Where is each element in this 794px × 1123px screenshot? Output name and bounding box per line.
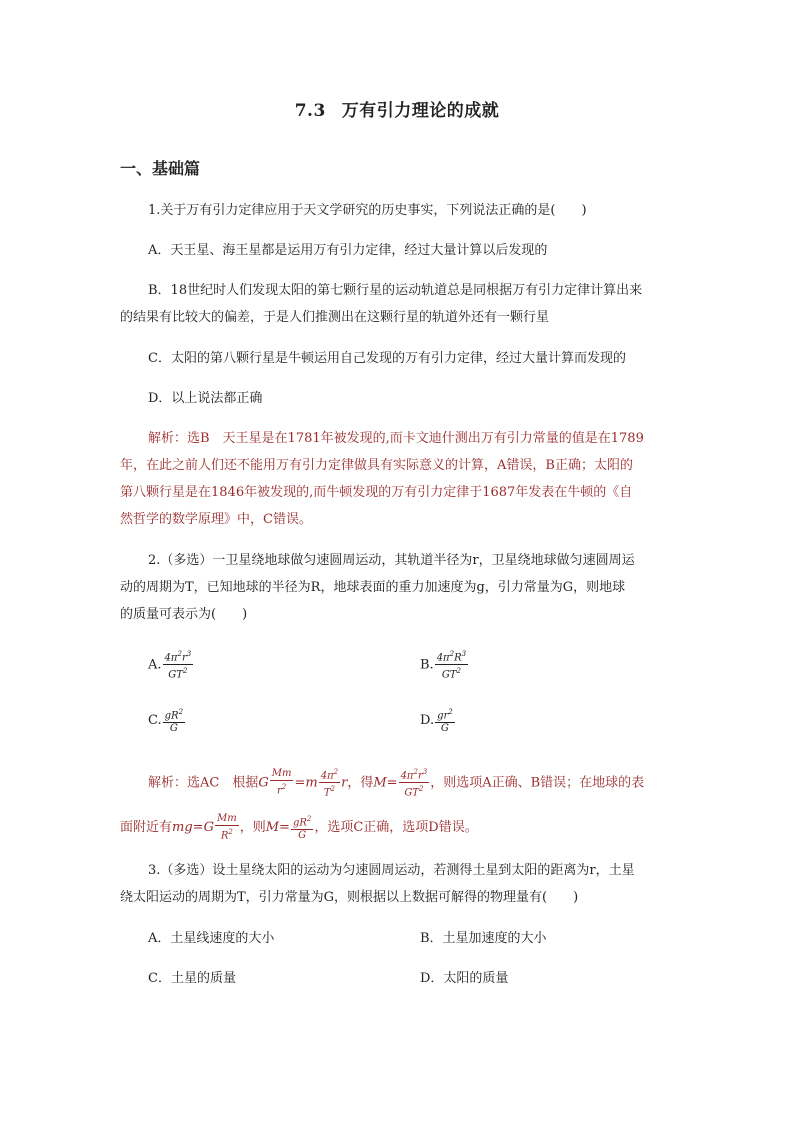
- q3-stem-line2: 绕太阳运动的周期为T，引力常量为G，则根据以上数据可解得的物理量有( ): [120, 890, 579, 905]
- title-text: 万有引力理论的成就: [341, 101, 500, 121]
- q2-answer-text-1: 解析：选AC 根据: [148, 775, 259, 791]
- q3-option-d: D．太阳的质量: [420, 971, 509, 986]
- q2-option-b-formula: $\frac{4\pi^2R^3}{GT^2}$: [436, 650, 467, 681]
- q2-option-b-label: B.: [420, 657, 434, 673]
- q2-option-c: [148, 706, 186, 735]
- q1-answer-line2: 年，在此之前人们还不能用万有引力定律做具有实际意义的计算，A错误，B正确；太阳的: [120, 458, 633, 473]
- q2-option-a: [148, 648, 194, 682]
- q2-stem-line3: 的质量可表示为( ): [120, 607, 248, 622]
- q1-option-c: C．太阳的第八颗行星是牛顿运用自己发现的万有引力定律，经过大量计算而发现的: [148, 351, 626, 366]
- q2-stem-line2: 动的周期为T，已知地球的半径为R，地球表面的重力加速度为g，引力常量为G，则地球: [120, 580, 626, 595]
- q2-answer-text-5: ，则: [239, 820, 266, 836]
- q3-option-a: A．土星线速度的大小: [148, 931, 275, 946]
- q2-option-d-formula: $\frac{gr^2}{G}$: [437, 708, 453, 735]
- q2-formula-surface: $\frac{Mm}{R^2}$: [216, 813, 237, 842]
- q2-answer-line1: 解析：选AC 根据G $\frac{Mm}{r^2}$ =m $\frac{4\pi^2}{T^2}$ r，得M= $\frac{4\pi^2r^3}{GT^2}$ ，则选项A正确、B错误；在地球的表: [148, 768, 645, 799]
- q3-option-b: B．土星加速度的大小: [420, 931, 547, 946]
- q2-answer-line2: 面附近有mg=G $\frac{Mm}{R^2}$ ，则M= $\frac{gR^2}{G}$ ，选项C正确，选项D错误。: [120, 813, 478, 842]
- q2-option-c-formula: $\frac{gR^2}{G}$: [164, 708, 184, 735]
- q1-option-a: A．天王星、海王星都是运用万有引力定律，经过大量计算以后发现的: [148, 243, 548, 258]
- q1-option-b-line2: 的结果有比较大的偏差，于是人们推测出在这颗行星的轨道外还有一颗行星: [120, 310, 550, 325]
- q2-option-d: [420, 706, 456, 735]
- q2-answer-text-4: 面附近有: [120, 820, 173, 836]
- q2-answer-text-2: ，得: [347, 775, 374, 791]
- q2-answer-text-3: ，则选项A正确、B错误；在地球的表: [430, 775, 645, 791]
- q2-option-d-label: D.: [420, 713, 435, 729]
- q2-formula-centripetal: $\frac{4\pi^2}{T^2}$: [320, 768, 339, 799]
- q1-answer-line4: 然哲学的数学原理》中，C错误。: [120, 512, 312, 527]
- q2-formula-mass-surface: $\frac{gR^2}{G}$: [292, 815, 312, 842]
- q3-option-c: C．土星的质量: [148, 971, 236, 986]
- q2-option-a-label: A.: [148, 657, 162, 673]
- q2-option-b: [420, 648, 469, 682]
- section-heading: 一、基础篇: [120, 159, 201, 178]
- page-title: [0, 96, 794, 121]
- q3-stem-line1: 3.（多选）设土星绕太阳的运动为匀速圆周运动，若测得土星到太阳的距离为r，土星: [148, 863, 635, 878]
- q2-option-a-formula: $\frac{4\pi^2r^3}{GT^2}$: [164, 650, 192, 681]
- q1-stem: 1.关于万有引力定律应用于天文学研究的历史事实，下列说法正确的是( ): [148, 203, 587, 218]
- q2-option-c-label: C.: [148, 713, 162, 729]
- title-number: 7.3: [294, 101, 326, 121]
- q1-option-b-line1: B．18世纪时人们发现太阳的第七颗行星的运动轨道总是同根据万有引力定律计算出来: [148, 283, 643, 298]
- q1-option-d: D．以上说法都正确: [148, 391, 263, 406]
- q2-formula-mass: $\frac{4\pi^2r^3}{GT^2}$: [400, 768, 428, 799]
- q2-answer-text-6: ，选项C正确，选项D错误。: [314, 820, 478, 836]
- q2-stem-line1: 2.（多选）一卫星绕地球做匀速圆周运动，其轨道半径为r，卫星绕地球做匀速圆周运: [148, 553, 635, 568]
- q2-formula-gravity: $\frac{Mm}{r^2}$: [271, 768, 292, 797]
- q1-answer-line1: 解析：选B 天王星是在1781年被发现的,而卡文迪什测出万有引力常量的值是在1789: [148, 431, 644, 446]
- q1-answer-line3: 第八颗行星是在1846年被发现的,而牛顿发现的万有引力定律于1687年发表在牛顿的《自: [120, 485, 633, 500]
